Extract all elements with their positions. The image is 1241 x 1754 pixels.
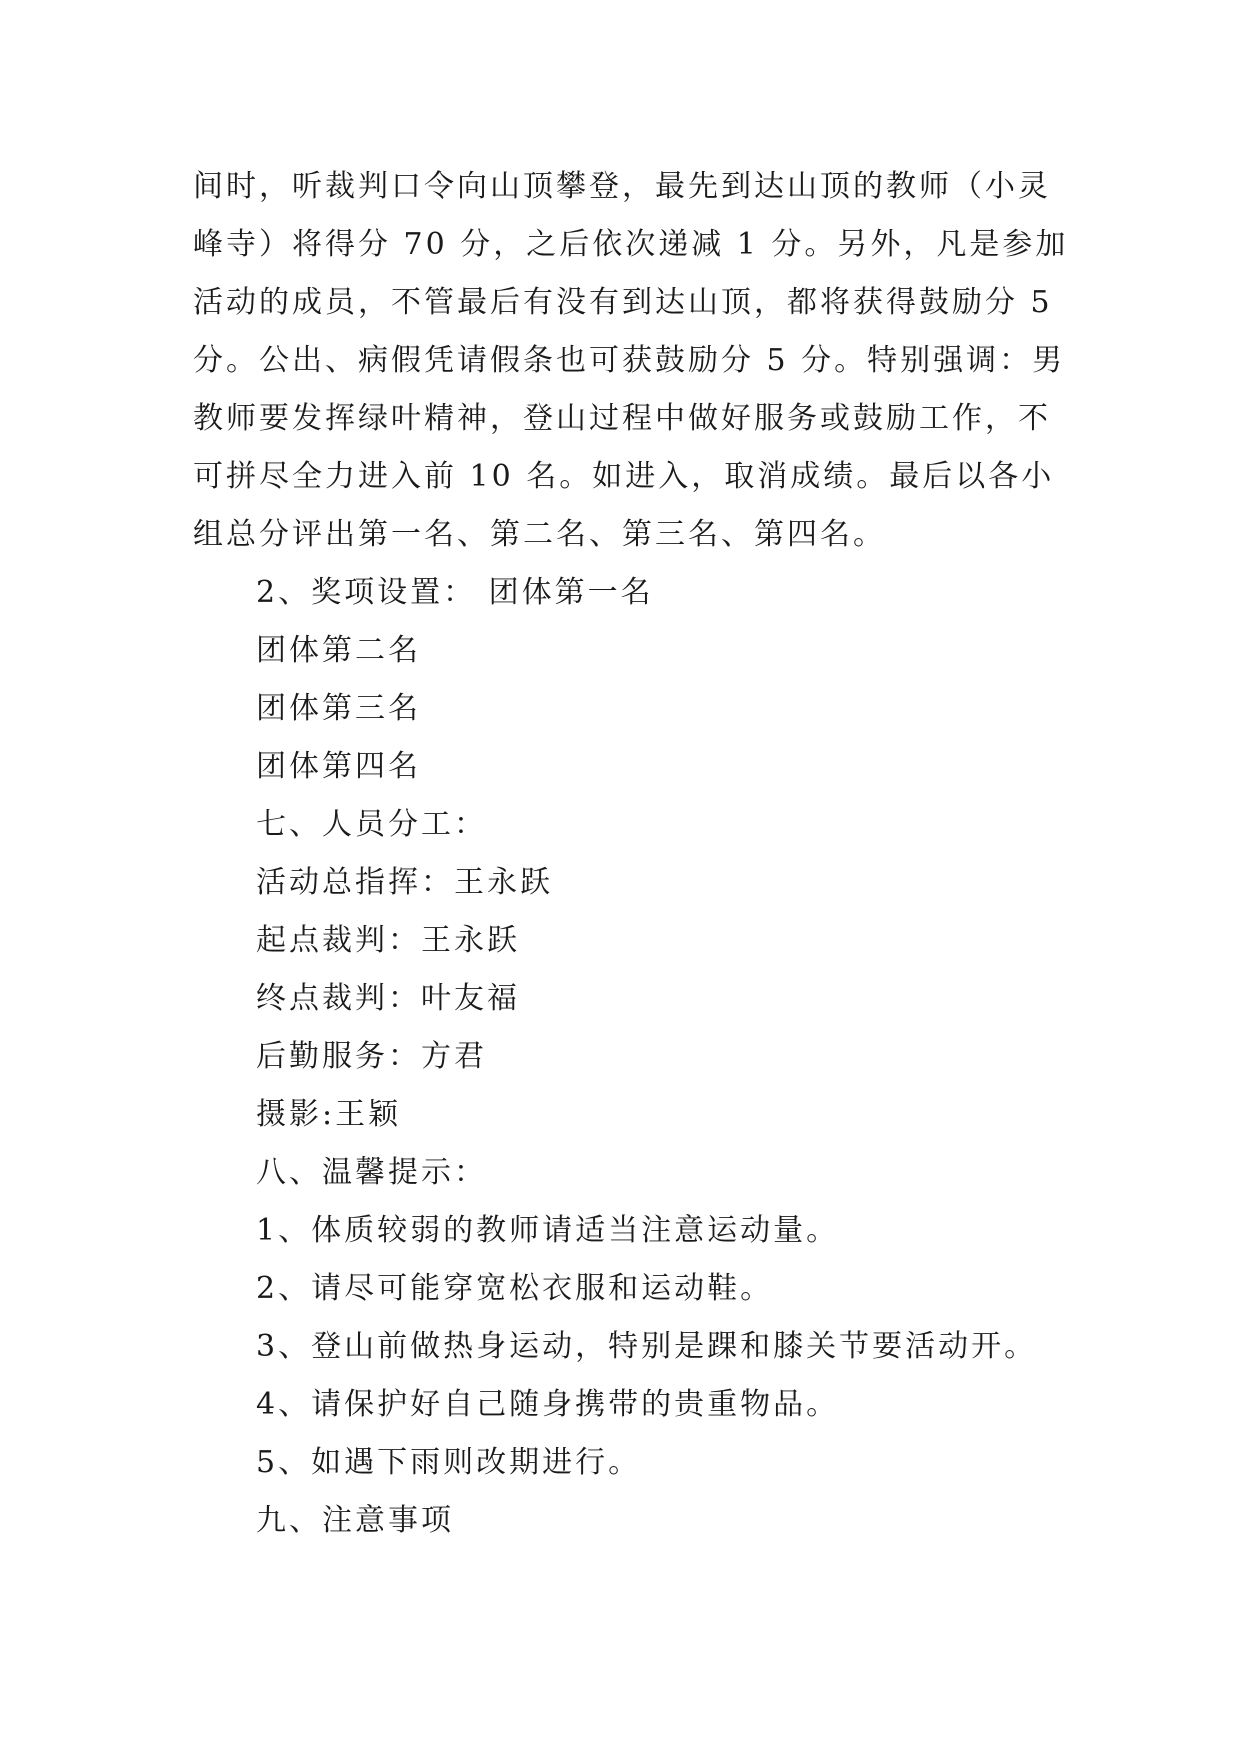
- tips-heading: 八、温馨提示：: [256, 1155, 487, 1190]
- award-item: 团体第三名: [256, 691, 421, 726]
- staff-heading: 七、人员分工：: [256, 807, 487, 842]
- paragraph-line: 峰寺）将得分 70 分，之后依次递减 1 分。另外，凡是参加: [193, 227, 1069, 262]
- paragraph-line: 分。公出、病假凭请假条也可获鼓励分 5 分。特别强调：男: [193, 343, 1066, 378]
- paragraph-line: 可拼尽全力进入前 10 名。如进入，取消成绩。最后以各小: [193, 459, 1055, 494]
- tip-item: 2、请尽可能穿宽松衣服和运动鞋。: [256, 1271, 774, 1306]
- paragraph-line: 教师要发挥绿叶精神，登山过程中做好服务或鼓励工作，不: [193, 401, 1051, 436]
- notes-heading: 九、注意事项: [256, 1503, 454, 1538]
- staff-item: 活动总指挥：王永跃: [256, 865, 553, 900]
- award-item: 团体第二名: [256, 633, 421, 668]
- staff-item: 后勤服务：方君: [256, 1039, 487, 1074]
- staff-item: 终点裁判：叶友福: [256, 981, 520, 1016]
- paragraph-line: 组总分评出第一名、第二名、第三名、第四名。: [193, 517, 886, 552]
- document-body: [193, 158, 1069, 1550]
- award-item: 团体第四名: [256, 749, 421, 784]
- staff-item: 起点裁判：王永跃: [256, 923, 520, 958]
- awards-heading: 2、奖项设置： 团体第一名: [256, 575, 654, 610]
- tip-item: 3、登山前做热身运动，特别是踝和膝关节要活动开。: [256, 1329, 1038, 1364]
- tip-item: 1、体质较弱的教师请适当注意运动量。: [256, 1213, 840, 1248]
- tip-item: 4、请保护好自己随身携带的贵重物品。: [256, 1387, 840, 1422]
- tip-item: 5、如遇下雨则改期进行。: [256, 1445, 642, 1480]
- paragraph-line: 间时，听裁判口令向山顶攀登，最先到达山顶的教师（小灵: [193, 169, 1051, 204]
- paragraph-line: 活动的成员，不管最后有没有到达山顶，都将获得鼓励分 5: [193, 285, 1053, 320]
- staff-item: 摄影:王颖: [256, 1097, 402, 1132]
